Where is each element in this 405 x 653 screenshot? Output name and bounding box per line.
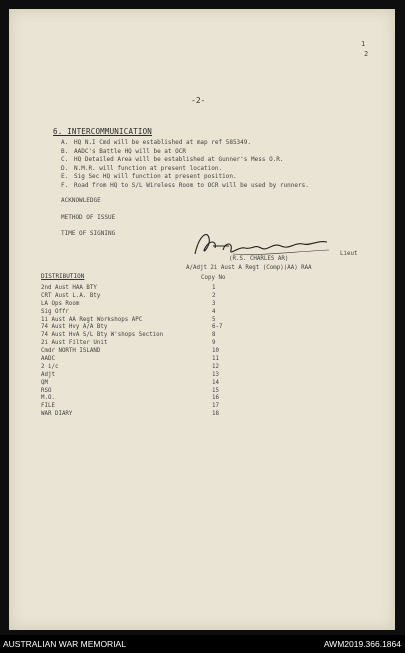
addressee: 2 i/c (41, 363, 59, 370)
item-letter: F. (61, 181, 69, 189)
list-item (61, 173, 309, 182)
addressee: WAR DIARY (41, 411, 73, 418)
margin-mark: 2 (364, 50, 369, 58)
addressee: 2nd Aust HAA BTY (41, 285, 97, 291)
copy-number: 14 (212, 379, 219, 386)
signature-rank: Lieut (340, 251, 358, 257)
addressee: AADC (41, 356, 55, 363)
addressee: 2i Aust Filter Unit (41, 340, 108, 347)
list-item (41, 395, 241, 403)
copy-number: 8 (212, 332, 216, 339)
list-item (61, 139, 309, 148)
list-item (41, 317, 241, 325)
intercommunication-list (61, 139, 309, 191)
copy-number: 15 (212, 387, 219, 394)
institution-name: AUSTRALIAN WAR MEMORIAL (3, 639, 126, 649)
list-item (61, 165, 309, 174)
addressee: 74 Aust Hvy A/A Bty (41, 324, 108, 331)
time-of-signing-label: TIME OF SIGNING (61, 230, 116, 237)
addressee: FILE (41, 403, 55, 410)
addressee: Cmdr NORTH ISLAND (41, 348, 101, 355)
list-item (41, 301, 241, 309)
copy-number: 11 (212, 356, 219, 363)
acknowledge-label: ACKNOWLEDGE (61, 197, 101, 204)
item-letter: A. (61, 139, 69, 146)
list-item (61, 156, 309, 165)
list-item (41, 364, 241, 372)
item-letter: C. (61, 156, 69, 164)
list-item (41, 411, 241, 419)
list-item (41, 372, 241, 380)
copy-number: 16 (212, 395, 219, 402)
copy-number: 12 (212, 363, 219, 370)
copy-number: 5 (212, 316, 216, 323)
copy-number: 4 (212, 308, 216, 315)
section-heading: 6. INTERCOMMUNICATION (53, 127, 153, 136)
distribution-heading: DISTRIBUTION (41, 273, 85, 280)
list-item (41, 293, 241, 301)
addressee: CRT Aust L.A. Bty (41, 292, 101, 299)
list-item (41, 348, 241, 356)
list-item (41, 285, 241, 293)
copy-number: 6-7 (212, 324, 223, 331)
footer-bar (0, 635, 405, 653)
page-number: -2- (191, 96, 206, 105)
addressee: 74 Aust HvA S/L Bty W'shops Section (41, 332, 164, 339)
item-text: HQ N.I Cmd will be established at map ref 585349. (74, 139, 252, 146)
method-of-issue-label: METHOD OF ISSUE (61, 214, 116, 221)
list-item (41, 356, 241, 364)
item-letter: D. (61, 164, 69, 172)
copy-number: 9 (212, 340, 216, 347)
item-text: Sig Sec HQ will function at present position. (74, 173, 237, 181)
list-item (61, 148, 309, 157)
copy-no-label: Copy No (201, 275, 226, 281)
list-item (41, 324, 241, 332)
list-item (41, 309, 241, 317)
addressee: LA Ops Room (41, 300, 80, 307)
copy-number: 3 (212, 300, 216, 307)
item-text: HQ Detailed Area will be established at Gunner's Mess O.R. (74, 156, 284, 164)
item-text: Road from HQ to S/L Wireless Room to OCR will be used by runners. (74, 181, 309, 189)
copy-number: 1 (212, 285, 216, 291)
copy-number: 18 (212, 411, 219, 418)
addressee: RSO (41, 387, 52, 394)
item-letter: E. (61, 173, 69, 181)
list-item (41, 388, 241, 396)
margin-mark: 1 (361, 40, 366, 48)
item-letter: B. (61, 147, 69, 155)
list-item (41, 340, 241, 348)
copy-number: 10 (212, 348, 219, 355)
addressee: QM (41, 379, 48, 386)
list-item (41, 403, 241, 411)
addressee: 1i Aust AA Regt Workshops APC (41, 316, 143, 323)
copy-number: 13 (212, 371, 219, 378)
list-item (41, 380, 241, 388)
addressee: M.O. (41, 395, 55, 402)
item-text: N.M.R. will function at present location. (74, 164, 223, 172)
addressee: Sig Offr (41, 308, 69, 315)
accession-reference: AWM2019.366.1864 (323, 639, 401, 649)
signatory-name: (R.S. CHARLES AR) (229, 256, 289, 262)
item-text: AADC's Battle HQ will be at OCR (74, 147, 186, 155)
signatory-unit: A/Adjt 2i Aust A Regt (Comp)(AA) RAA (186, 265, 312, 271)
copy-number: 2 (212, 292, 216, 299)
addressee: Adjt (41, 371, 55, 378)
copy-number: 17 (212, 403, 219, 410)
list-item (41, 332, 241, 340)
list-item (61, 182, 309, 191)
distribution-list (41, 285, 241, 419)
